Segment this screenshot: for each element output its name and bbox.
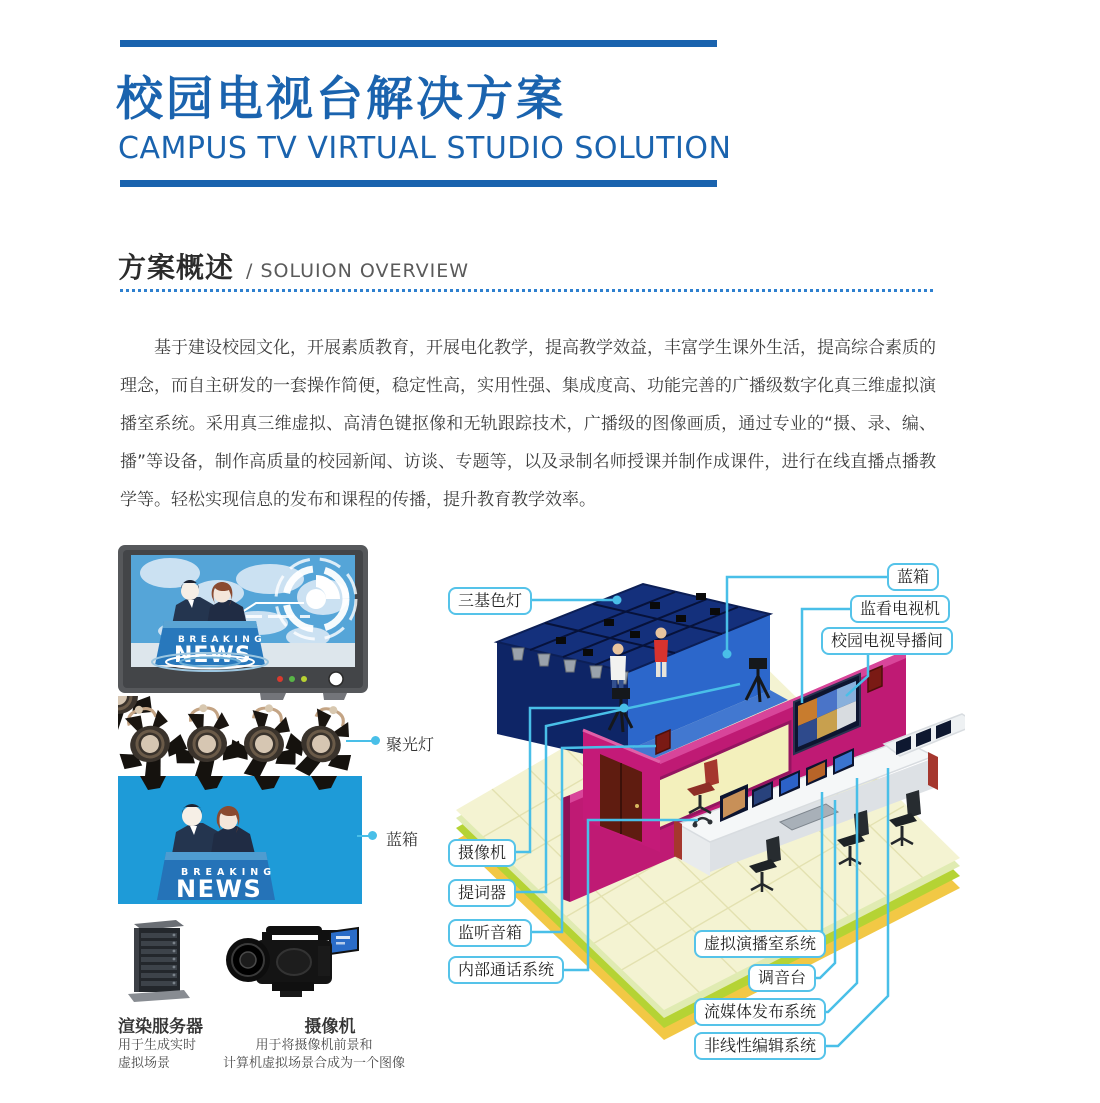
spotlight-row — [118, 696, 354, 782]
label-camera: 摄像机 — [448, 839, 516, 867]
bluebox-callout-label: 蓝箱 — [386, 830, 419, 849]
camera-caption-line1: 用于将摄像机前景和 — [255, 1038, 373, 1053]
label-blue-box: 蓝箱 — [887, 563, 939, 591]
overview-dotted-rule — [120, 289, 933, 292]
label-virtual-studio-system: 虚拟演播室系统 — [694, 930, 826, 958]
server-caption-line2: 虚拟场景 — [118, 1056, 171, 1071]
tv-monitor-illustration — [118, 545, 368, 701]
page-title: 校园电视台解决方案 — [116, 72, 566, 127]
server-caption-title: 渲染服务器 — [118, 1017, 203, 1037]
tv-sign-top-text: BREAKING — [178, 635, 267, 645]
label-monitor-tv: 监看电视机 — [850, 595, 950, 623]
spotlights-illustration — [118, 696, 354, 782]
spotlight-callout-label: 聚光灯 — [386, 735, 435, 754]
spotlight-callout-dot — [371, 736, 380, 745]
label-audio-mixer: 调音台 — [748, 964, 816, 992]
breaking-news-podium — [155, 621, 266, 668]
label-intercom: 内部通话系统 — [448, 956, 564, 984]
header-top-rule — [120, 40, 717, 47]
render-server-illustration — [126, 918, 192, 1004]
server-caption-line1: 用于生成实时 — [118, 1038, 197, 1053]
camera-caption-line2: 计算机虚拟场景合成为一个图像 — [222, 1056, 405, 1071]
overview-paragraph: 基于建设校园文化，开展素质教育，开展电化教学，提高教学效益，丰富学生课外生活，提高综合素质的理念，而自主研发的一套操作简便，稳定性高，实用性强、集成度高、功能完善的广播级数字化真三维虚拟演播室系统。采用真三维虚拟、高清色键抠像和无轨跟踪技术，广播级的图像画质，通过专业的“摄、录、编、播”等设备，制作高质量的校园新闻、访谈、专题等，以及录制名师授课并制作成课件，进行在线直播点播教学等。轻松实现信息的发布和课程的传播，提升教育教学效率。 — [120, 338, 936, 510]
bluebox-podium — [157, 852, 276, 903]
label-nle-system: 非线性编辑系统 — [694, 1032, 826, 1060]
overview-heading-en: / SOLUION OVERVIEW — [246, 260, 470, 282]
overview-heading — [118, 246, 469, 286]
bluebox-sign-top-text: BREAKING — [181, 867, 277, 878]
label-monitor-speaker: 监听音箱 — [448, 919, 532, 947]
page-subtitle: CAMPUS TV VIRTUAL STUDIO SOLUTION — [118, 131, 732, 166]
header-bottom-rule — [120, 180, 717, 187]
camcorder-illustration — [222, 918, 362, 1006]
bluebox-illustration — [118, 776, 362, 904]
label-teleprompter: 提词器 — [448, 879, 516, 907]
bluebox-sign-bottom-text: NEWS — [176, 875, 263, 903]
tv-power-button — [329, 672, 343, 686]
map-caption-dashes — [246, 615, 310, 618]
bluebox-callout-dot — [368, 831, 377, 840]
label-streaming-system: 流媒体发布系统 — [694, 998, 826, 1026]
camera-caption-title: 摄像机 — [304, 1017, 356, 1037]
tv-sign-bottom-text: NEWS — [174, 643, 252, 668]
label-tricolor-light: 三基色灯 — [448, 587, 532, 615]
label-control-room: 校园电视导播间 — [821, 627, 953, 655]
tv-indicator-lights — [277, 676, 307, 682]
spotlight-callout-line — [346, 740, 372, 742]
overview-heading-cn: 方案概述 — [118, 251, 235, 284]
tv-screen — [131, 555, 356, 671]
